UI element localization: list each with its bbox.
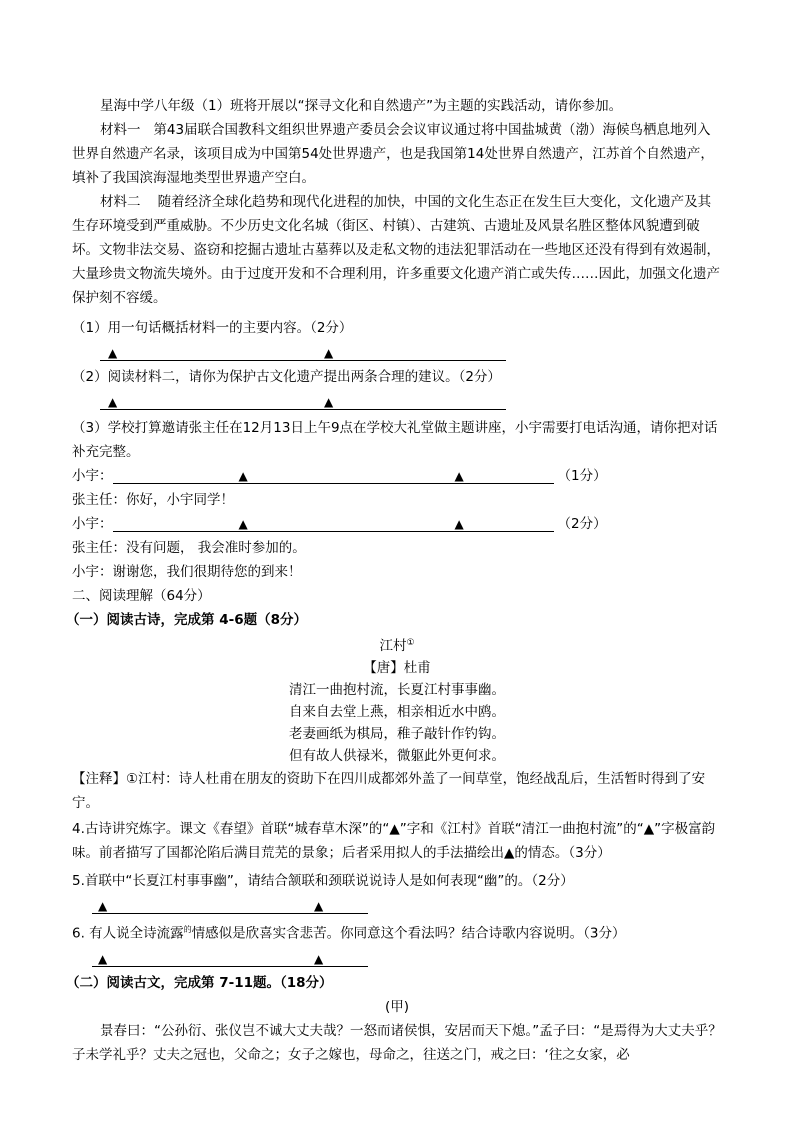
material-1 xyxy=(72,118,722,190)
note-marker: ① xyxy=(406,638,415,648)
poem-line: 老妻画纸为棋局，稚子敲针作钓钩。 xyxy=(289,726,505,742)
answer-line-2[interactable] xyxy=(100,389,506,410)
speaker-xiaoyu: 小宇： xyxy=(72,516,113,532)
poem-title: 江村① xyxy=(379,638,415,654)
question-2: （2）阅读材料二，请你为保护古文化遗产提出两条合理的建议。（2分） xyxy=(72,369,501,385)
dialogue-zhang-2: 张主任：没有问题， 我会准时参加的。 xyxy=(72,540,306,556)
part-1-heading: （一）阅读古诗，完成第 4-6题（8分） xyxy=(66,612,307,628)
blank-marker-icon: ▲ xyxy=(454,469,464,483)
blank-marker-icon: ▲ xyxy=(324,395,334,409)
material-2-label: 材料二 xyxy=(100,194,141,210)
blank-marker-icon: ▲ xyxy=(98,899,108,913)
question-1: （1）用一句话概括材料一的主要内容。（2分） xyxy=(72,320,353,336)
annotation: 【注释】①江村：诗人杜甫在朋友的资助下在四川成都郊外盖了一间草堂，饱经战乱后，生活暂时得到了安宁。 xyxy=(72,771,706,811)
blank-marker-icon[interactable]: ▲ xyxy=(643,821,655,837)
classical-text: 景春曰：“公孙衍、张仪岂不诚大丈夫哉？一怒而诸侯惧，安居而天下熄。”孟子曰：“是焉得为大丈夫乎？子未学礼乎？丈夫之冠也，父命之；女子之嫁也，母命之，往送之门，戒之曰：‘往之女家，必 xyxy=(72,1022,722,1063)
question-3: （3）学校打算邀请张主任在12月13日上午9点在学校大礼堂做主题讲座，小宇需要打电话沟通，请你把对话补充完整。 xyxy=(72,420,718,460)
blank-marker-icon: ▲ xyxy=(314,951,324,966)
material-1-label: 材料一 xyxy=(100,122,141,138)
answer-line-3a[interactable] xyxy=(113,465,554,484)
passage-jia-label: (甲) xyxy=(384,998,410,1015)
blank-marker-icon: ▲ xyxy=(98,951,108,966)
poem xyxy=(72,632,722,767)
blank-marker-icon: ▲ xyxy=(238,517,248,531)
intro-text: 星海中学八年级（1）班将开展以“探寻文化和自然遗产”为主题的实践活动，请你参加。 xyxy=(100,98,623,114)
score-label: （1分） xyxy=(557,468,607,484)
exam-page xyxy=(66,94,722,1067)
question-6: 6. 有人说全诗流露$^的$情感似是欣喜实含悲苦。你同意这个看法吗？结合诗歌内容说明。（3分） xyxy=(72,925,626,942)
answer-line-6[interactable] xyxy=(92,946,368,967)
blank-marker-icon: ▲ xyxy=(108,395,118,409)
answer-line-1[interactable] xyxy=(100,340,506,361)
dialogue-line-2 xyxy=(72,512,722,536)
score-label: （2分） xyxy=(557,516,607,532)
blank-marker-icon[interactable]: ▲ xyxy=(389,821,400,837)
dialogue-line-1 xyxy=(72,464,722,488)
blank-marker-icon[interactable]: ▲ xyxy=(504,845,515,861)
dialogue-xiaoyu-end: 小宇：谢谢您，我们很期待您的到来！ xyxy=(72,564,302,580)
poem-line: 自来自去堂上燕，相亲相近水中鸥。 xyxy=(289,704,505,720)
blank-marker-icon: ▲ xyxy=(454,517,464,531)
poem-line: 清江一曲抱村流，长夏江村事事幽。 xyxy=(289,682,505,698)
poem-author: 【唐】杜甫 xyxy=(363,660,431,676)
material-2 xyxy=(72,190,722,310)
answer-line-3b[interactable] xyxy=(113,513,554,532)
blank-marker-icon: ▲ xyxy=(108,346,118,360)
poem-line: 但有故人供禄米，微躯此外更何求。 xyxy=(289,748,505,764)
part-2-heading: （二）阅读古文，完成第 7-11题。（18分） xyxy=(66,974,333,991)
question-5: 5.首联中“长夏江村事事幽”，请结合颔联和颈联说说诗人是如何表现“幽”的。（2分） xyxy=(72,873,574,889)
blank-marker-icon: ▲ xyxy=(314,899,324,913)
answer-line-5[interactable] xyxy=(92,893,368,914)
dialogue-zhang-1: 张主任：你好，小宇同学！ xyxy=(72,492,234,508)
section-2-heading: 二、阅读理解（64分） xyxy=(72,588,211,604)
material-1-text: 第43届联合国教科文组织世界遗产委员会会议审议通过将中国盐城黄（渤）海候鸟栖息地列入世界自然遗产名录，该项目成为中国第54处世界遗产，也是我国第14处世界自然遗产，江苏首个自然遗产，填补了我国滨海湿地类型世界遗产空白。 xyxy=(72,122,714,186)
blank-marker-icon: ▲ xyxy=(324,346,334,360)
speaker-xiaoyu: 小宇： xyxy=(72,468,113,484)
blank-marker-icon: ▲ xyxy=(238,469,248,483)
question-4: 4.古诗讲究炼字。课文《春望》首联“城春草木深”的“▲”字和《江村》首联“清江一曲抱村流”的“▲”字极富韵味。前者描写了国都沦陷后满目荒芜的景象；后者采用拟人的手法描绘出▲的情态。（3分） xyxy=(72,821,716,861)
material-2-text: 随着经济全球化趋势和现代化进程的加快，中国的文化生态正在发生巨大变化，文化遗产及其生存环境受到严重威胁。不少历史文化名城（街区、村镇）、古建筑、古遗址及风景名胜区整体风貌遭到破坏。文物非法交易、盗窃和挖掘古遗址古墓葬以及走私文物的违法犯罪活动在一些地区还没有得到有效遏制，大量珍贵文物流失境外。由于过度开发和不合理利用，许多重要文化遗产消亡或失传……因此，加强文化遗产保护刻不容缓。 xyxy=(72,194,720,306)
